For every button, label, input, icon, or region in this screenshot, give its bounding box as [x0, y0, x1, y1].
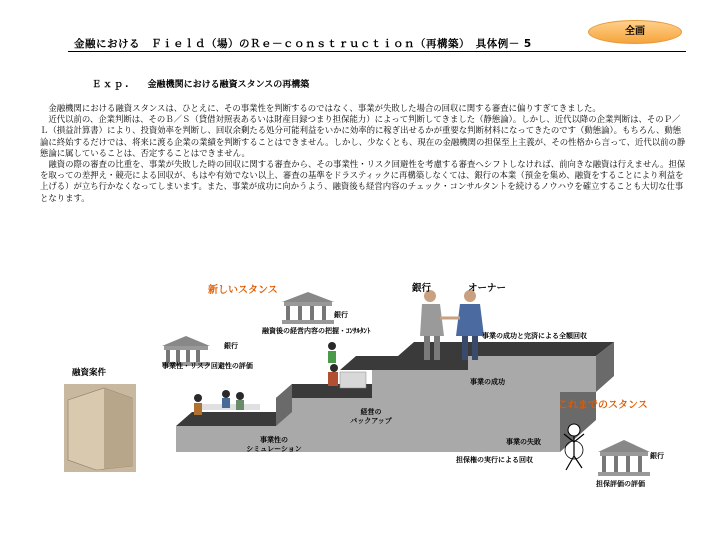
collateral-recovery-label: 担保権の実行による回収 — [456, 456, 533, 464]
body-paragraph: 近代以前の、企業判断は、そのＢ／Ｓ（貸借対照表あるいは財産目録つまり担保能力）によって判断してきました（静態論）。しかし、近代以降の企業判断は、そのＰ／Ｌ（損益計算書）により、投資効率を判断し、回収余剰たる処分可能利益をいかに効率的に稼ぎ出せるかが重要な判断材料になってきたのです（動態論）。もちろん、動態論に終始するだけでは、将来に渡る企業の業績を判断することはできません。しかし、少なくとも、現在の金融機関の担保至上主義が、その性格から言って、近代以前の静態論に属していることは、否定することはできません。 — [40, 114, 686, 158]
bank-small-label: 銀行 — [334, 311, 348, 319]
backup-line-2: バックアップ — [350, 417, 392, 425]
example-label: Ｅｘｐ. — [92, 80, 131, 90]
owner-label: オーナー — [468, 283, 507, 294]
subtitle-text: 金融機関における融資スタンスの再構築 — [147, 80, 310, 90]
page-badge: 全画 — [588, 20, 682, 44]
bank-small-label: 銀行 — [224, 342, 238, 350]
old-stance-heading: これまでのスタンス — [558, 400, 648, 411]
building-photo — [64, 384, 136, 472]
page-title: 金融における Ｆｉｅｌｄ（場）のＲｅ－ｃｏｎｓｔｒｕｃｔｉｏｎ（再構築） 具体例－ 5 — [74, 38, 532, 50]
collateral-eval-label: 担保評価の評価 — [596, 480, 645, 488]
backup-label — [338, 408, 404, 426]
simulation-line-1: 事業性の — [260, 436, 288, 444]
new-stance-heading: 新しいスタンス — [208, 285, 278, 296]
body-paragraph: 金融機関における融資スタンスは、ひとえに、その事業性を判断するのではなく、事業が失敗した場合の回収に関する審査に偏りすぎてきました。 — [48, 103, 601, 113]
risk-eval-label: 事業性・リスク回避性の評価 — [162, 362, 253, 370]
full-recovery-label: 事業の成功と完済による全額回収 — [482, 332, 587, 340]
bank-building-icon — [598, 440, 650, 476]
failure-label: 事業の失敗 — [506, 438, 541, 446]
meeting-people — [194, 390, 260, 415]
post-check-label: 融資後の経営内容の把握・ｺﾝｻﾙﾀﾝﾄ — [262, 327, 371, 335]
bank-building-icon — [282, 292, 334, 324]
body-paragraph: 融資の際の審査の比重を、事業が失敗した時の回収に関する審査から、その事業性・リスク回避性を考慮する審査へシフトしなければ、前向きな融資は行えません。担保を取っての差押え・競売による回収が、もはや有効でない以上、審査の基準をドラスティックに再構築しなくては、銀行の本業（預金を集め、融資をすることにより利益を上げる）が立ち行かなくなってしまいます。また、事業が成功に向かうよう、融資後も経営内容のチェック・コンサルタントを続けるノウハウを確立することも大切な仕事となります。 — [40, 159, 686, 203]
financing-case-label: 融資案件 — [72, 368, 107, 378]
success-label: 事業の成功 — [470, 378, 505, 386]
simulation-label — [234, 436, 314, 454]
backup-line-1: 経営の — [360, 408, 382, 416]
simulation-line-2: シミュレーション — [246, 445, 302, 453]
bank-small-label: 銀行 — [650, 452, 664, 460]
bank-label: 銀行 — [412, 283, 432, 294]
